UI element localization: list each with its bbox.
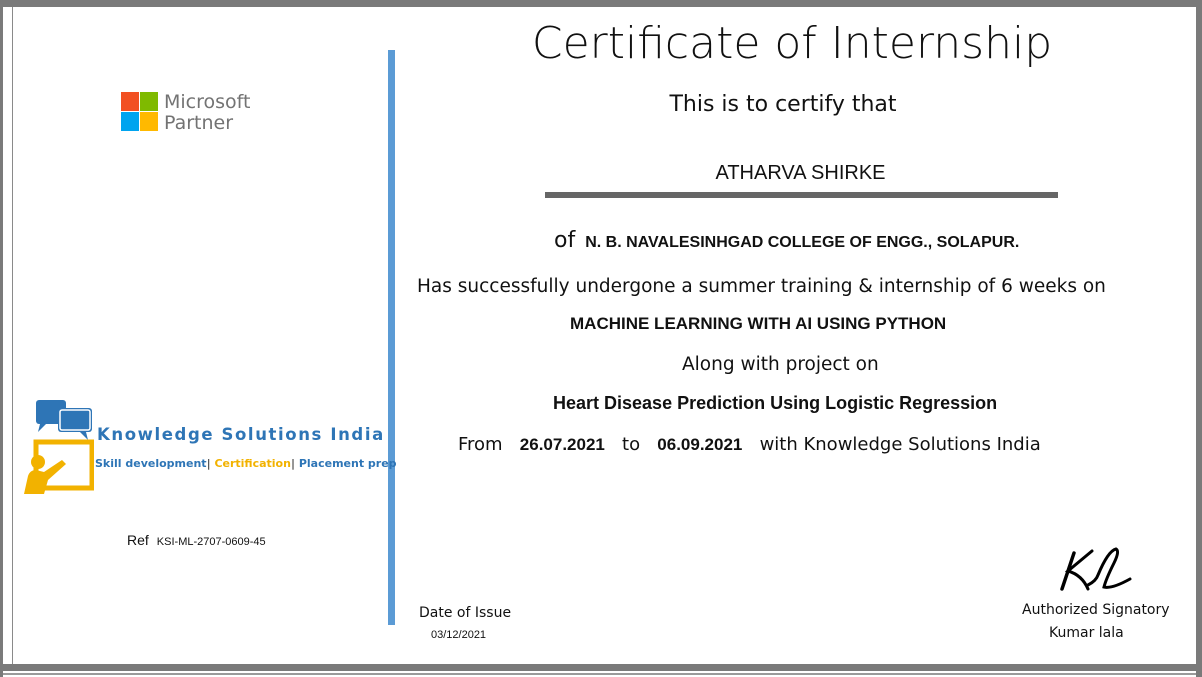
frame-left-border [0, 0, 3, 677]
to-label: to [622, 434, 641, 455]
name-underline [545, 192, 1058, 198]
with-text: with Knowledge Solutions India [759, 434, 1041, 455]
training-text: Has successfully undergone a summer training & internship of 6 weeks on [417, 276, 1106, 297]
signature-kl-image [1052, 545, 1142, 595]
tag-separator: | [206, 457, 211, 470]
knowledge-solutions-logo-icon [22, 398, 94, 494]
certify-text: This is to certify that [669, 92, 897, 117]
end-date: 06.09.2021 [657, 435, 743, 454]
of-word: of [554, 228, 576, 253]
partner-line2: Partner [164, 112, 234, 134]
frame-bottom-border [0, 664, 1202, 671]
reference-label: Ref [127, 532, 149, 548]
date-of-issue-value: 03/12/2021 [431, 629, 487, 641]
project-intro: Along with project on [682, 354, 879, 375]
frame-top-border [0, 0, 1202, 7]
project-title: Heart Disease Prediction Using Logistic Regression [553, 393, 998, 413]
vertical-divider [388, 50, 395, 625]
frame-left-inner-line [12, 7, 13, 664]
tag-separator: | [290, 457, 295, 470]
microsoft-logo-icon [121, 92, 158, 131]
certificate-title: Certificate of Internship [531, 18, 1053, 69]
reference-number [127, 532, 266, 548]
tag-placement-prep: Placement prep [298, 457, 397, 470]
microsoft-partner-text [164, 92, 250, 134]
frame-right-border [1196, 0, 1202, 677]
start-date: 26.07.2021 [519, 435, 605, 454]
tag-skill-development: Skill development [95, 457, 207, 470]
from-label: From [458, 434, 503, 455]
date-of-issue-label: Date of Issue [419, 605, 512, 621]
tag-certification: Certification [214, 457, 291, 470]
course-name: MACHINE LEARNING WITH AI USING PYTHON [570, 314, 947, 333]
recipient-name: ATHARVA SHIRKE [715, 162, 886, 184]
reference-value: KSI-ML-2707-0609-45 [156, 536, 266, 548]
date-range-row [458, 434, 1041, 455]
college-name: N. B. NAVALESINHGAD COLLEGE OF ENGG., SOLAPUR. [585, 234, 1020, 251]
frame-bottom-edge [0, 673, 1202, 675]
college-row [554, 228, 1019, 253]
organization-name: Knowledge Solutions India [97, 425, 385, 444]
signatory-name: Kumar lala [1049, 625, 1124, 641]
authorized-signatory-label: Authorized Signatory [1022, 602, 1170, 618]
organization-tagline [95, 457, 397, 470]
partner-line1: Microsoft [164, 91, 251, 113]
